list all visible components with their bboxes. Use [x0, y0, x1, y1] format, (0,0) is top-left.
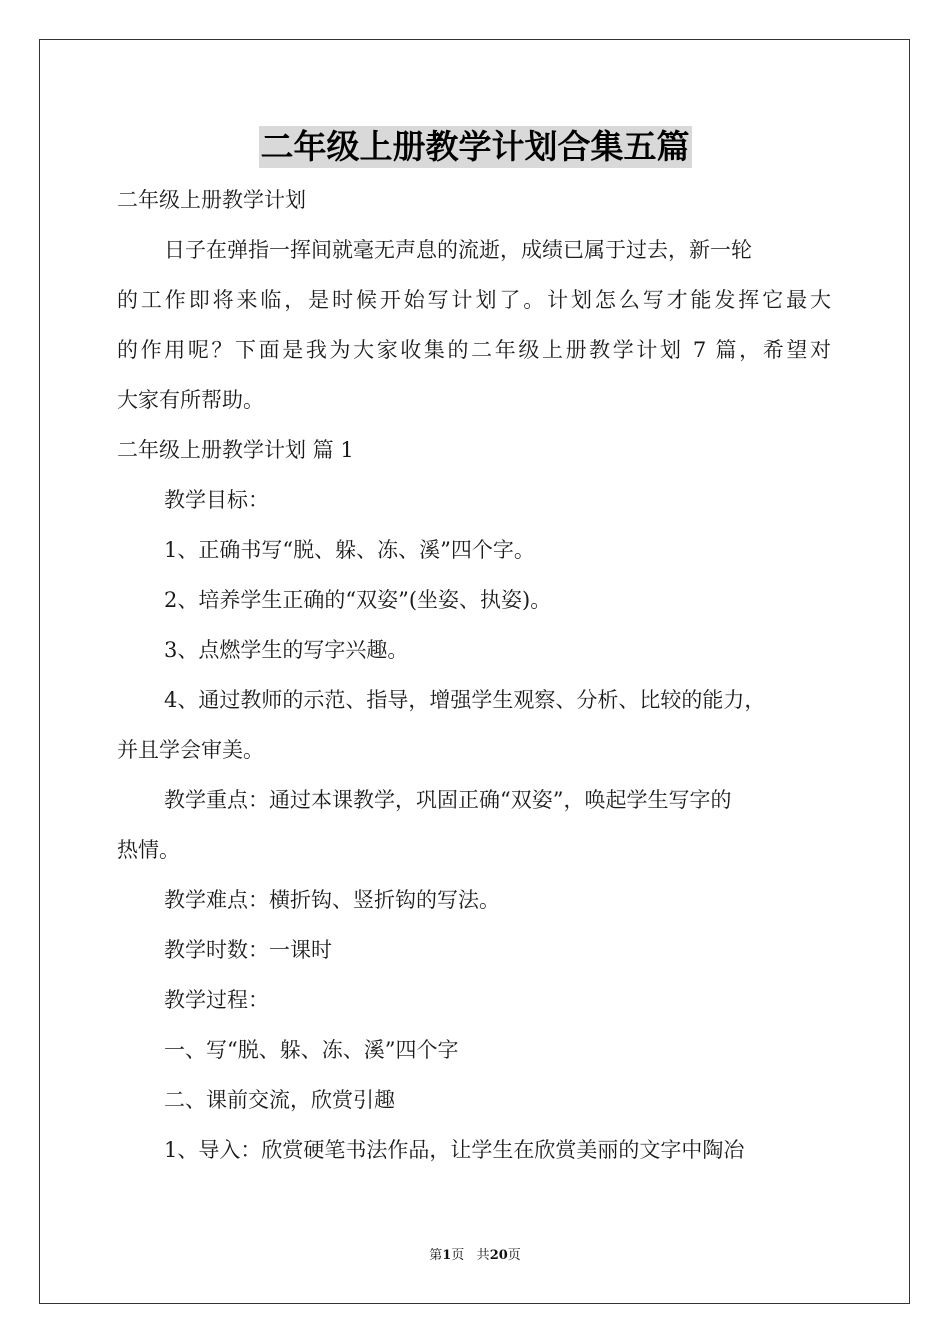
page-border [39, 39, 910, 1304]
footer-total-prefix: 共 [476, 1248, 490, 1263]
footer-page-prefix: 第 [429, 1248, 443, 1263]
title-container [0, 126, 950, 168]
footer-total-suffix: 页 [507, 1248, 521, 1263]
body-line: 教学时数：一课时 [164, 938, 332, 962]
document-title: 二年级上册教学计划合集五篇 [260, 127, 690, 166]
footer-page-suffix: 页 [451, 1248, 465, 1263]
body-line: 教学难点：横折钩、竖折钩的写法。 [164, 888, 500, 912]
body-line: 3、点燃学生的写字兴趣。 [164, 638, 409, 662]
body-line: 4、通过教师的示范、指导，增强学生观察、分析、比较的能力， [164, 688, 766, 712]
page-footer [0, 1247, 950, 1265]
body-line: 2、培养学生正确的“双姿”(坐姿、执姿)。 [164, 588, 552, 612]
body-line: 教学重点：通过本课教学，巩固正确“双姿”，唤起学生写字的 [164, 788, 732, 812]
body-line: 1、正确书写“脱、躲、冻、溪”四个字。 [164, 538, 535, 562]
intro-line-2: 的工作即将来临，是时候开始写计划了。计划怎么写才能发挥它最大 [117, 288, 831, 312]
body-line: 教学目标： [164, 488, 269, 512]
footer-page-number: 1 [442, 1248, 452, 1263]
document-subtitle: 二年级上册教学计划 [117, 188, 306, 212]
body-line: 1、导入：欣赏硬笔书法作品，让学生在欣赏美丽的文字中陶冶 [164, 1138, 745, 1162]
intro-line-4: 大家有所帮助。 [117, 388, 264, 412]
intro-line-1: 日子在弹指一挥间就毫无声息的流逝，成绩已属于过去，新一轮 [164, 238, 752, 262]
footer-total-pages: 20 [489, 1248, 508, 1263]
intro-line-3: 的作用呢？下面是我为大家收集的二年级上册教学计划 7 篇，希望对 [117, 338, 831, 362]
body-line: 并且学会审美。 [117, 738, 264, 762]
section-heading: 二年级上册教学计划 篇 1 [117, 438, 354, 462]
body-line: 热情。 [117, 838, 180, 862]
body-line: 一、写“脱、躲、冻、溪”四个字 [164, 1038, 459, 1062]
body-line: 教学过程： [164, 988, 269, 1012]
body-line: 二、课前交流，欣赏引趣 [164, 1088, 395, 1112]
